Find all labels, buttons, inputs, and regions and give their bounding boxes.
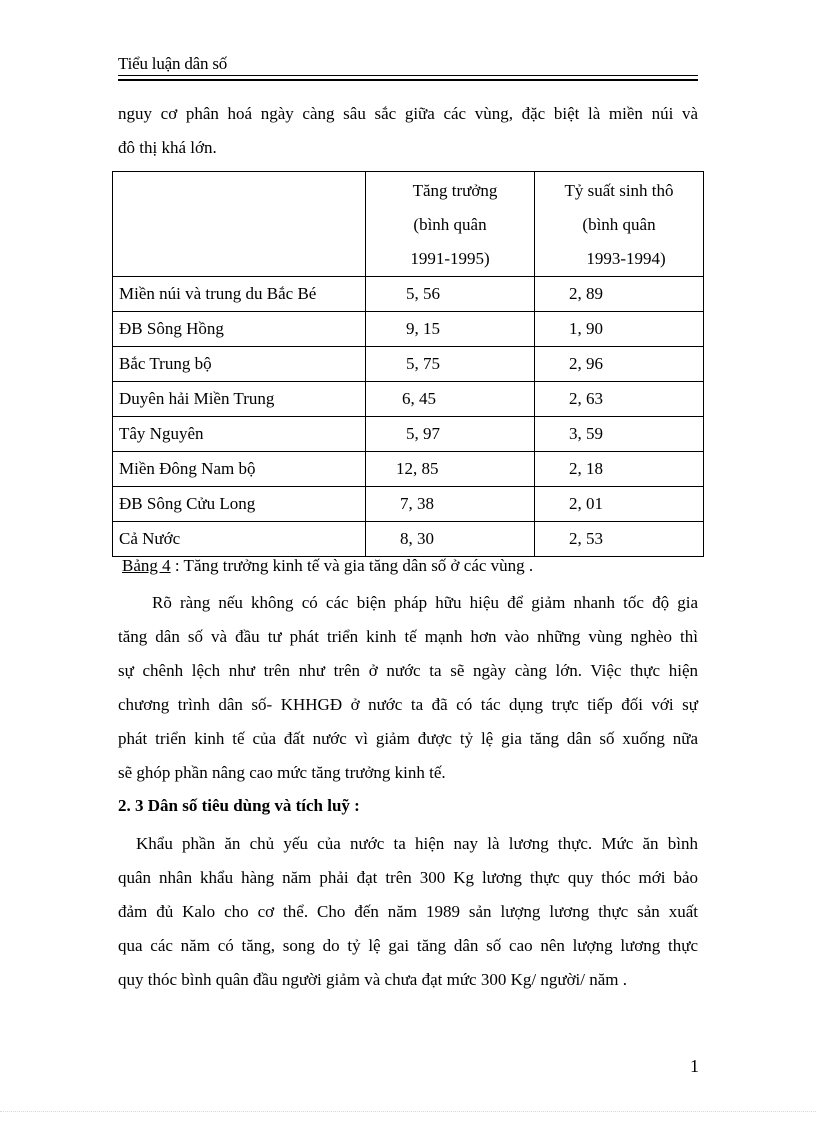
region-cell: ĐB Sông Hồng xyxy=(113,312,366,347)
regional-growth-table xyxy=(112,171,704,557)
table-row xyxy=(113,277,704,312)
table-row xyxy=(113,487,704,522)
growth-cell: 7, 38 xyxy=(366,487,535,522)
header-rule xyxy=(118,75,698,81)
paragraph-line: quy thóc bình quân đầu người giảm và chưa đạt mức 300 Kg/ người/ năm . xyxy=(118,970,628,989)
paragraph-line: phát triển kinh tế của đất nước vì giảm được tỷ lệ gia tăng dân số xuống nữa xyxy=(118,729,698,748)
birth-rate-cell: 2, 53 xyxy=(535,522,704,557)
region-cell: Duyên hải Miền Trung xyxy=(113,382,366,417)
paragraph-line: đảm đủ Kalo cho cơ thể. Cho đến năm 1989 sản lượng lương thực sản xuất xyxy=(118,902,698,921)
table-row xyxy=(113,347,704,382)
paragraph-line: qua các năm có tăng, song do tỷ lệ gai tăng dân số cao nên lượng lương thực xyxy=(118,936,698,955)
region-cell: Bắc Trung bộ xyxy=(113,347,366,382)
table-header-growth xyxy=(366,172,535,277)
header-line: (bình quân xyxy=(582,215,656,234)
header-line: 1993-1994) xyxy=(586,249,666,268)
header-line: Tỷ suất sinh thô xyxy=(564,181,674,200)
page-bottom-divider xyxy=(0,1111,816,1113)
body-paragraph-3 xyxy=(118,827,698,997)
page-header-title: Tiểu luận dân số xyxy=(118,54,228,73)
growth-cell: 5, 75 xyxy=(366,347,535,382)
header-line: Tăng trưởng xyxy=(412,181,498,200)
growth-cell: 6, 45 xyxy=(366,382,535,417)
table-row xyxy=(113,452,704,487)
paragraph-line: chương trình dân số- KHHGĐ ở nước ta đã có tác dụng trực tiếp đối với sự xyxy=(118,695,698,714)
paragraph-line: sẽ ghóp phần nâng cao mức tăng trưởng kinh tế. xyxy=(118,763,446,782)
paragraph-line: Khẩu phần ăn chủ yếu của nước ta hiện nay là lương thực. Mức ăn bình xyxy=(136,834,698,853)
region-cell: Cả Nước xyxy=(113,522,366,557)
growth-cell: 8, 30 xyxy=(366,522,535,557)
birth-rate-cell: 1, 90 xyxy=(535,312,704,347)
intro-paragraph xyxy=(118,97,698,165)
table-header-row xyxy=(113,172,704,277)
table-row xyxy=(113,312,704,347)
growth-cell: 12, 85 xyxy=(366,452,535,487)
paragraph-line: Rõ ràng nếu không có các biện pháp hữu hiệu để giảm nhanh tốc độ gia xyxy=(152,593,698,612)
header-line: 1991-1995) xyxy=(410,249,490,268)
birth-rate-cell: 2, 89 xyxy=(535,277,704,312)
paragraph-line: sự chênh lệch như trên như trên ở nước ta sẽ ngày càng lớn. Việc thực hiện xyxy=(118,661,698,680)
table-caption xyxy=(122,556,533,576)
growth-cell: 9, 15 xyxy=(366,312,535,347)
region-cell: Tây Nguyên xyxy=(113,417,366,452)
birth-rate-cell: 2, 01 xyxy=(535,487,704,522)
table-row xyxy=(113,417,704,452)
intro-line: nguy cơ phân hoá ngày càng sâu sắc giữa các vùng, đặc biệt là miền núi và xyxy=(118,104,698,123)
section-heading: 2. 3 Dân số tiêu dùng và tích luỹ : xyxy=(118,796,360,815)
birth-rate-cell: 3, 59 xyxy=(535,417,704,452)
table-row xyxy=(113,522,704,557)
region-cell: Miền núi và trung du Bắc Bé xyxy=(113,277,366,312)
caption-text: : Tăng trưởng kinh tế và gia tăng dân số ở các vùng . xyxy=(170,556,534,575)
table-header-birth-rate xyxy=(535,172,704,277)
table-row xyxy=(113,382,704,417)
caption-label: Bảng 4 xyxy=(122,556,171,575)
page-number: 1 xyxy=(690,1056,699,1076)
paragraph-line: quân nhân khẩu hàng năm phải đạt trên 300 Kg lương thực quy thóc mới bảo xyxy=(118,868,698,887)
birth-rate-cell: 2, 96 xyxy=(535,347,704,382)
region-cell: Miền Đông Nam bộ xyxy=(113,452,366,487)
header-line: (bình quân xyxy=(413,215,487,234)
paragraph-line: tăng dân số và đầu tư phát triển kinh tế mạnh hơn vào những vùng nghèo thì xyxy=(118,627,698,646)
table-header-empty xyxy=(113,172,366,277)
birth-rate-cell: 2, 63 xyxy=(535,382,704,417)
intro-line: đô thị khá lớn. xyxy=(118,138,217,157)
body-paragraph-2 xyxy=(118,586,698,790)
growth-cell: 5, 56 xyxy=(366,277,535,312)
growth-cell: 5, 97 xyxy=(366,417,535,452)
region-cell: ĐB Sông Cửu Long xyxy=(113,487,366,522)
birth-rate-cell: 2, 18 xyxy=(535,452,704,487)
